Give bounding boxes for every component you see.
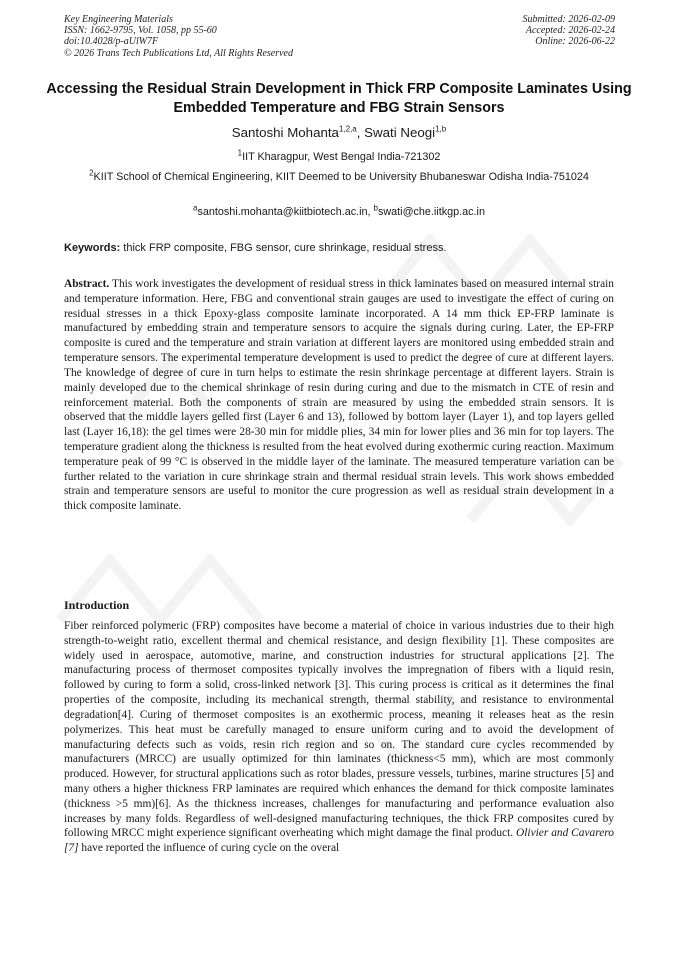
journal-header-right [523,14,616,48]
issn-line: ISSN: 1662-9795, Vol. 1058, pp 55-60 [64,25,217,37]
online-date: Online: 2026-06-22 [535,36,615,48]
author-separator: , [356,125,365,140]
affiliation-number: 2 [89,168,94,178]
abstract-paragraph [64,277,614,514]
email-marker: a [193,203,198,213]
abstract-text: This work investigates the development of residual stress in thick laminates based on measured internal strain and temperature information. Here, FBG and conventional strain gauges are used to investigate the effect of curing on residual stresses in a thick Epoxy-glass composite laminate incorporated. A 14 mm thick EP-FRP laminate is manufactured by embedding strain and temperature sensors to acquire the signals during curing. Later, the EP-FRP composite is cured and the temperature and strain variation at different layers are monitored using embedded strain and temperature sensors. The experimental temperature development is used to predict the degree of cure at different layers. The knowledge of degree of cure in turn helps to estimate the resin shrinkage percentage at different layers. Strain is mainly developed due to the chemical shrinkage of resin during curing and due to the mismatch in CTE of resin and reinforcement material. Both the components of strain are measured by using the embedded strain sensors. It is observed that the middle layers gelled first (Layer 6 and 13), followed by bottom layer (Layer 1), and top layers gelled last (Layer 16,18): the gel times were 28-30 min for middle plies, 34 min for lower plies and 36 min for top layers. The temperature gradient along the thickness is resulted from the heat evolved during exothermic curing reaction. Maximum temperature peak of 99 °C is observed in the middle layer of the laminate. The measured temperature variation can be further related to the variation in cure shrinkage strain and thermal residual strain levels. This work shows embedded strain and temperature sensors are useful to monitor the cure progression as well as residual strain development in a thick composite laminate. [64,278,614,513]
author-affiliation-marker: 1,b [435,124,447,134]
email-address[interactable]: swati@che.iitkgp.ac.in [377,206,485,218]
affiliation-text: KIIT School of Chemical Engineering, KIIT Deemed to be University Bhubaneswar Odisha India-751024 [93,171,589,183]
keywords-paragraph [64,241,614,256]
abstract-label: Abstract. [64,278,110,290]
affiliation-2 [60,169,618,185]
email-separator: , [367,206,374,218]
intro-text-continued: have reported the influence of curing cycle on the overal [78,842,340,855]
doi-line: doi:10.4028/p-aUlW7F [64,36,159,48]
author-name: Swati Neogi [364,125,436,140]
affiliation-number: 1 [237,148,243,158]
intro-text: Fiber reinforced polymeric (FRP) composites have become a material of choice in various industries due to their high strength-to-weight ratio, excellent thermal and chemical resistance, and design flexibility [1]. These composites are widely used in aerospace, automotive, marine, and construction industries for structural applications [2]. The manufacturing process of thermoset composites typically involves the impregnation of fibers with a liquid resin, followed by curing to form a solid, cross-linked network [3]. This curing process is critical as it determines the final properties of the composite, including its mechanical strength, thermal stability, and resistance to environmental degradation[4]. Curing of thermoset composites is an exothermic process, meaning it releases heat as the resin polymerizes. This heat must be carefully managed to ensure uniform curing and to avoid the development of manufacturing defects such as voids, resin rich region and so on. The standard cure cycles recommended by manufacturers (MRCC) are usually optimized for thin laminates (thickness<5 mm), which are most commonly produced. However, for structural applications such as rotor blades, pressure vessels, turbines, marine structures [5] and many others a higher thickness FRP laminates are required which enhances the demand for thick composite laminates (thickness >5 mm)[6]. As the thickness increases, challenges for manufacturing and performance evaluation also increases by many folds. Regardless of well-designed manufacturing techniques, the thick FRP composites cured by following MRCC might experience significant overheating which might damage the final product. [64,620,614,840]
accepted-date: Accepted: 2026-02-24 [525,25,615,37]
author-affiliation-marker: 1,2,a [338,124,357,134]
email-line [0,205,678,220]
author-name: Santoshi Mohanta [231,125,339,140]
affiliation-1 [60,149,618,165]
author-line [0,124,678,142]
keywords-label: Keywords: [64,242,121,254]
affiliation-text: IIT Kharagpur, West Bengal India-721302 [242,151,441,163]
email-address[interactable]: santoshi.mohanta@kiitbiotech.ac.in [197,206,368,218]
journal-name: Key Engineering Materials [64,14,173,25]
keywords-text: thick FRP composite, FBG sensor, cure shrinkage, residual stress. [120,242,447,254]
introduction-paragraph [64,619,614,856]
paper-title: Accessing the Residual Strain Development in Thick FRP Composite Laminates Using Embedded Temperature and FBG Strain Sensors [46,81,632,116]
section-heading-introduction: Introduction [64,598,130,612]
intro-citation: Olivier and Cavarero [7] [64,827,614,855]
submitted-date: Submitted: 2026-02-09 [522,14,615,25]
journal-header-left [64,14,293,59]
copyright-line: © 2026 Trans Tech Publications Ltd, All Rights Reserved [64,47,293,59]
email-marker: b [373,203,378,213]
